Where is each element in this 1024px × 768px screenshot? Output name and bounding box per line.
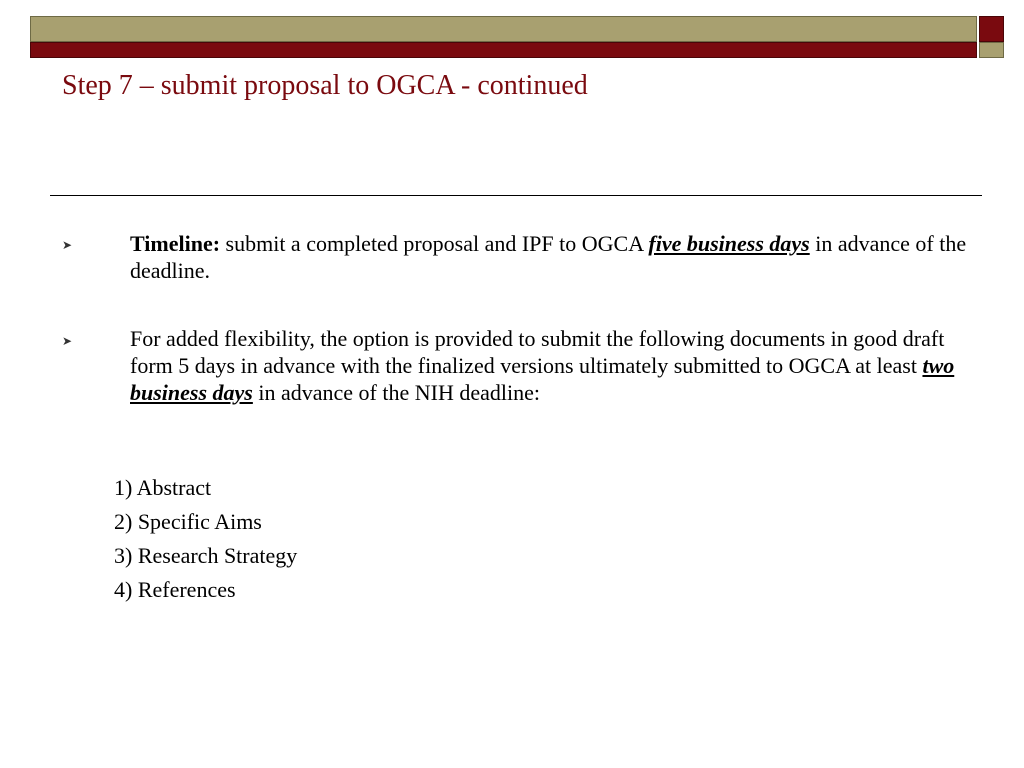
title-divider [50,195,982,196]
header-square-olive [979,42,1004,58]
header-square-maroon [979,16,1004,42]
bullet-text-after: in advance of the deadline. [130,231,967,283]
list-item: 4) References [114,577,236,602]
bullet-emphasis: two business days [130,353,955,405]
list-item: 1) Abstract [114,475,212,500]
header-band-olive [30,16,977,42]
list-item: 2) Specific Aims [114,509,262,534]
arrow-bullet-icon: ➤ [62,238,73,252]
bullet-text-before: submit a completed proposal and IPF to OGCA [220,231,649,256]
bullet-text-after: in advance of the NIH deadline: [252,380,540,405]
list-item: 3) Research Strategy [114,543,298,568]
bullet-flexibility [130,325,970,406]
bullet-text-before: For added flexibility, the option is provided to submit the following documents in good draft form 5 days in advance with the finalized versions ultimately submitted to OGCA at least [130,326,945,378]
slide-title: Step 7 – submit proposal to OGCA - continued [62,70,588,101]
arrow-bullet-icon: ➤ [62,334,73,348]
header-band-maroon [30,42,977,58]
bullet-label: Timeline: [130,231,221,256]
bullet-timeline [130,230,970,284]
bullet-emphasis: five business days [648,231,810,256]
